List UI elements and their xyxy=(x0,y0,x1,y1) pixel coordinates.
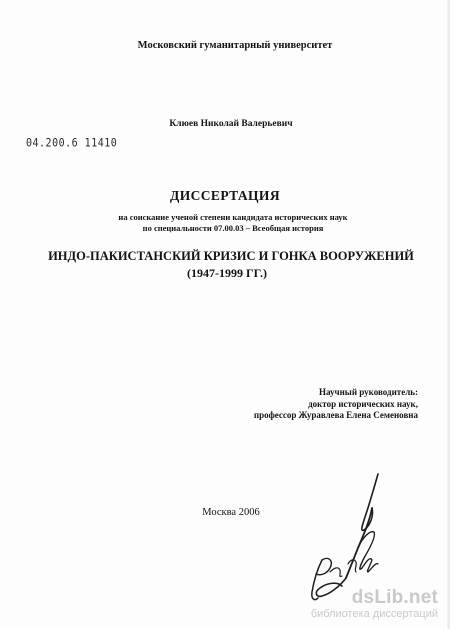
watermark xyxy=(311,588,438,621)
place-and-year: Москва 2006 xyxy=(202,507,260,518)
supervisor-name: профессор Журавлева Елена Семеновна xyxy=(253,410,418,420)
dissertation-title-line-1: ИНДО-ПАКИСТАНСКИЙ КРИЗИС И ГОНКА ВООРУЖЕНИЙ xyxy=(48,249,414,263)
degree-line-2: по специальности 07.00.03 – Всеобщая история xyxy=(142,223,324,233)
supervisor-label: Научный руководитель: xyxy=(319,387,418,397)
supervisor-block xyxy=(254,387,418,422)
degree-line-1: на соискание ученой степени кандидата исторических наук xyxy=(118,212,348,222)
supervisor-degree: доктор исторических наук, xyxy=(308,398,418,409)
university-name: Московский гуманитарный университет xyxy=(137,40,333,51)
document-type: ДИССЕРТАЦИЯ xyxy=(170,188,280,203)
watermark-logo: dsLib.net xyxy=(351,587,438,608)
watermark-subtitle: библиотека диссертаций xyxy=(310,608,438,620)
author-name: Клюев Николай Валерьевич xyxy=(169,119,293,129)
archive-stamp: 04.200.6 11410 xyxy=(26,137,118,150)
dissertation-title-line-2: (1947-1999 ГГ.) xyxy=(187,266,267,280)
